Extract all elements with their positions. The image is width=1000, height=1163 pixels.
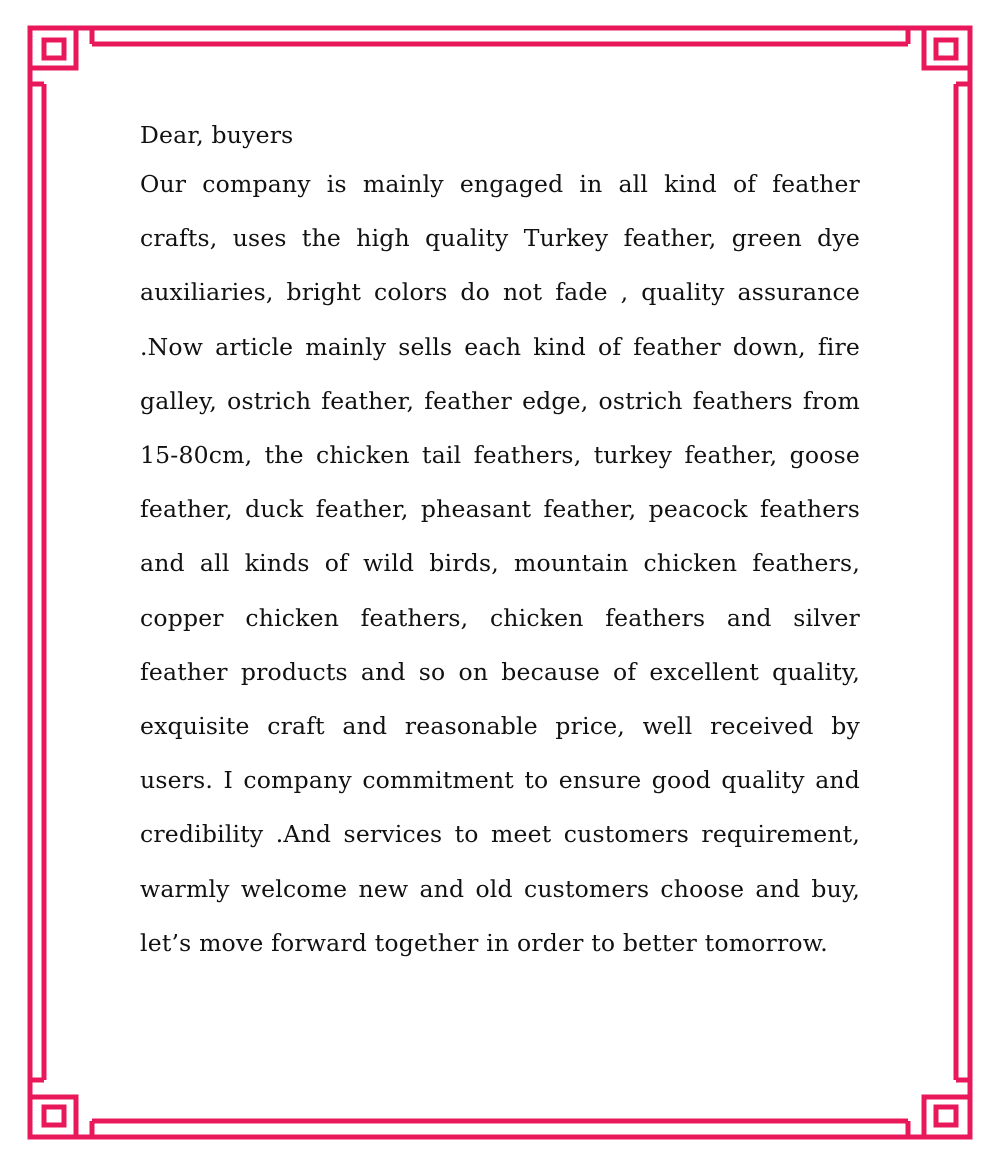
letter-greeting: Dear, buyers	[140, 121, 294, 149]
letter	[140, 115, 860, 970]
frame-corner-bottom-right	[908, 1080, 970, 1137]
letter-body: Our company is mainly engaged in all kind of feather crafts, uses the high quality Turkey feather, green dye auxiliaries, bright colors do not fade , quality assurance .Now article mainly sells each kind of feather down, fire galley, ostrich feather, feather edge, ostrich feathers from 15-80cm, the chicken tail feathers, turkey feather, goose feather, duck feather, pheasant feather, peacock feathers and all kinds of wild birds, mountain chicken feathers, copper chicken feathers, chicken feathers and silver feather products and so on because of excellent quality, exquisite craft and reasonable price, well received by users. I company commitment to ensure good quality and credibility .And services to meet customers requirement, warmly welcome new and old customers choose and buy, let’s move forward together in order to better tomorrow.	[140, 170, 860, 957]
frame-corner-top-right	[908, 28, 970, 84]
frame-corner-bottom-left	[30, 1080, 92, 1137]
frame-corner-top-left	[30, 28, 92, 84]
